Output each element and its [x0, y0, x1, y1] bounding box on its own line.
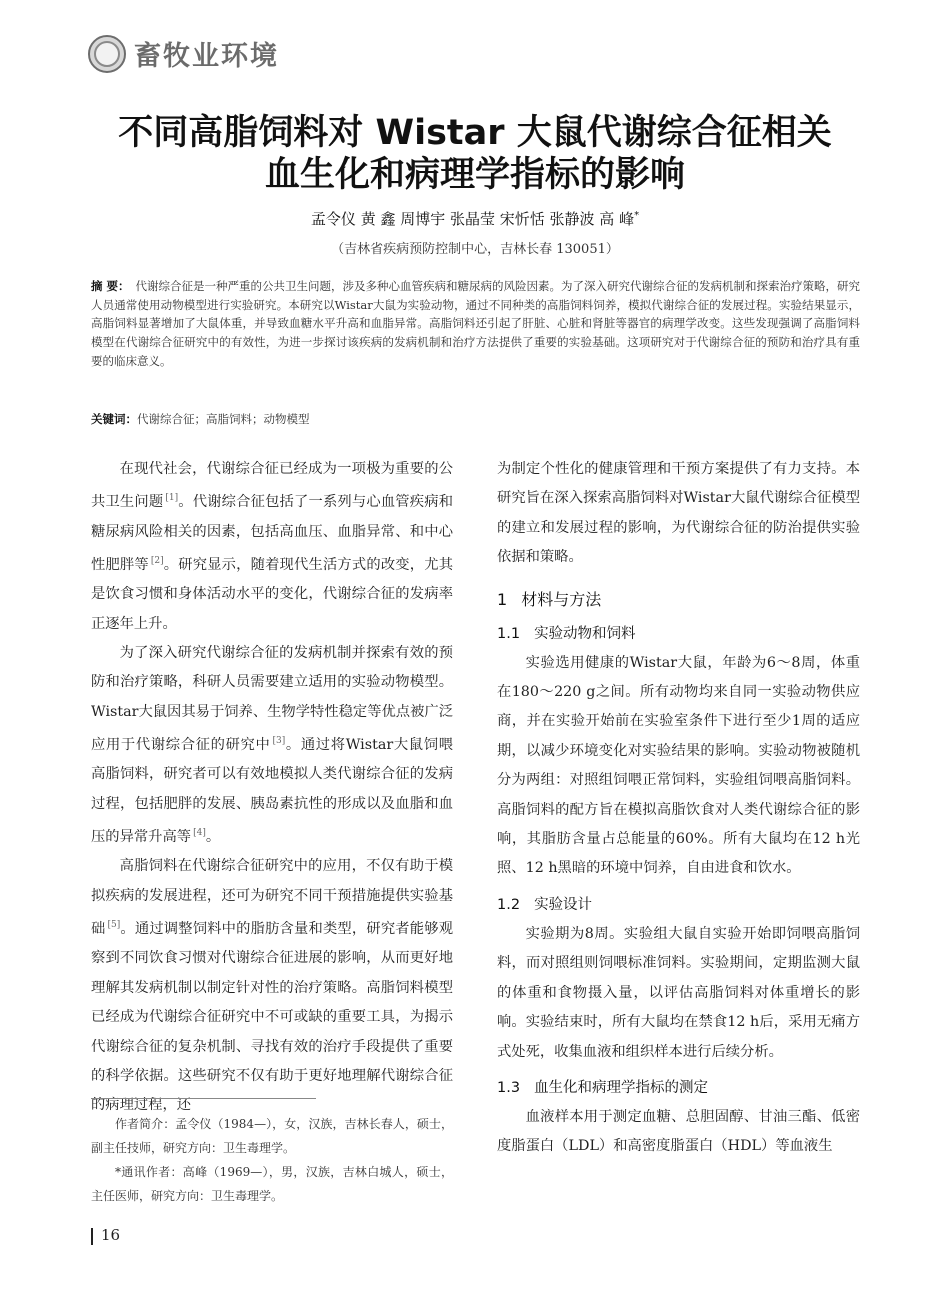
abstract-label: 摘 要： — [91, 279, 130, 293]
abstract — [91, 277, 860, 371]
section-heading-1-3: 1.3 血生化和病理学指标的测定 — [497, 1079, 709, 1096]
intro-paragraph-2: 为了深入研究代谢综合征的发病机制并探索有效的预防和治疗策略，科研人员需要建立适用的实验动物模型。Wistar大鼠因其易于饲养、生物学特性稳定等优点被广泛应用于代谢综合征的研究中 [3]。通过将Wistar大鼠饲喂高脂饲料，研究者可以有效地模拟人类代谢综合征的发病过程，包括肥胖的发展、胰岛素抗性的形成以及血脂和血压的异常升高等 [4]。 — [91, 644, 453, 845]
page-number: 16 — [101, 1226, 121, 1244]
footnote-divider — [91, 1098, 316, 1099]
journal-seal-logo — [88, 35, 126, 73]
keywords-label: 关键词： — [91, 412, 137, 426]
author-names: 孟令仪 黄 鑫 周博宇 张晶莹 宋忻恬 张静波 高 峰 — [310, 210, 635, 228]
journal-header — [88, 34, 279, 73]
intro-paragraph-continued: 为制定个性化的健康管理和干预方案提供了有力支持。本研究旨在深入探索高脂饲料对Wistar大鼠代谢综合征模型的建立和发展过程的影响，为代谢综合征的防治提供实验依据和策略。 — [497, 461, 860, 566]
footnotes — [91, 1112, 453, 1208]
citation-3: [3] — [272, 736, 286, 747]
section-1-3-paragraph: 血液样本用于测定血糖、总胆固醇、甘油三酯、低密度脂蛋白（LDL）和高密度脂蛋白（HDL）等血液生 — [497, 1108, 860, 1155]
abstract-text: 代谢综合征是一种严重的公共卫生问题，涉及多种心血管疾病和糖尿病的风险因素。为了深入研究代谢综合征的发病机制和探索治疗策略，研究人员通常使用动物模型进行实验研究。本研究以Wistar大鼠为实验动物，通过不同种类的高脂饲料饲养，模拟代谢综合征的发展过程。实验结果显示，高脂饲料显著增加了大鼠体重，并导致血糖水平升高和血脂异常。高脂饲料还引起了肝脏、心脏和肾脏等器官的病理学改变。这些发现强调了高脂饲料模型在代谢综合征研究中的有效性，为进一步探讨该疾病的发病机制和治疗方法提供了重要的实验基础。这项研究对于代谢综合征的预防和治疗具有重要的临床意义。 — [91, 279, 861, 368]
affiliation: （吉林省疾病预防控制中心，吉林长春 130051） — [331, 242, 619, 257]
section-heading-1: 1 材料与方法 — [497, 589, 602, 609]
article-title-line-2: 血生化和病理学指标的影响 — [264, 155, 685, 195]
author-list — [0, 208, 950, 229]
intro-paragraph-1: 在现代社会，代谢综合征已经成为一项极为重要的公共卫生问题 [1]。代谢综合征包括了一系列与心血管疾病和糖尿病风险相关的因素，包括高血压、血脂异常、和中心性肥胖等 [2]。研究显示，随着现代生活方式的改变，尤其是饮食习惯和身体活动水平的变化，代谢综合征的发病率正逐年上升。 — [91, 461, 453, 632]
right-column — [497, 455, 860, 1162]
citation-1: [1] — [165, 493, 179, 504]
corresponding-mark: * — [634, 210, 640, 221]
section-1-2-paragraph: 实验期为8周。实验组大鼠自实验开始即饲喂高脂饲料，而对照组则饲喂标准饲料。实验期间，定期监测大鼠的体重和食物摄入量，以评估高脂饲料对体重增长的影响。实验结束时，所有大鼠均在禁食12 h后，采用无痛方式处死，收集血液和组织样本进行后续分析。 — [497, 925, 860, 1060]
citation-5: [5] — [107, 920, 121, 931]
section-heading-1-1: 1.1 实验动物和饲料 — [497, 625, 636, 642]
left-column — [91, 455, 453, 1121]
keywords-text: 代谢综合征；高脂饲料；动物模型 — [137, 412, 310, 426]
intro-paragraph-3: 高脂饲料在代谢综合征研究中的应用，不仅有助于模拟疾病的发展进程，还可为研究不同干预措施提供实验基础 [5]。通过调整饲料中的脂肪含量和类型，研究者能够观察到不同饮食习惯对代谢综合征进展的影响，从而更好地理解其发病机制以制定针对性的治疗策略。高脂饲料模型已经成为代谢综合征研究中不可或缺的重要工具，为揭示代谢综合征的复杂机制、寻找有效的治疗手段提供了重要的科学依据。这些研究不仅有助于更好地理解代谢综合征的病理过程，还 — [91, 858, 453, 1114]
section-1-1-paragraph: 实验选用健康的Wistar大鼠，年龄为6～8周，体重在180～220 g之间。所有动物均来自同一实验动物供应商，并在实验开始前在实验室条件下进行至少1周的适应期，以减少环境变化对实验结果的影响。实验动物被随机分为两组：对照组饲喂正常饲料，实验组饲喂高脂饲料。高脂饲料的配方旨在模拟高脂饮食对人类代谢综合征的影响，其脂肪含量占总能量的60%。所有大鼠均在12 h光照、12 h黑暗的环境中饲养，自由进食和饮水。 — [497, 654, 860, 877]
citation-2: [2] — [150, 555, 164, 566]
corresponding-author-footnote: *通讯作者：高峰（1969—），男，汉族，吉林白城人，硕士，主任医师，研究方向：卫生毒理学。 — [91, 1165, 453, 1203]
author-intro-footnote: 作者简介：孟令仪（1984—），女，汉族，吉林长春人，硕士，副主任技师，研究方向：卫生毒理学。 — [91, 1117, 453, 1155]
page-number-bar — [91, 1228, 93, 1245]
section-heading-1-2: 1.2 实验设计 — [497, 896, 593, 913]
journal-name: 畜牧业环境 — [134, 41, 279, 72]
article-title-line-1: 不同高脂饲料对 Wistar 大鼠代谢综合征相关 — [118, 113, 832, 153]
keywords — [91, 411, 860, 427]
citation-4: [4] — [193, 828, 206, 839]
